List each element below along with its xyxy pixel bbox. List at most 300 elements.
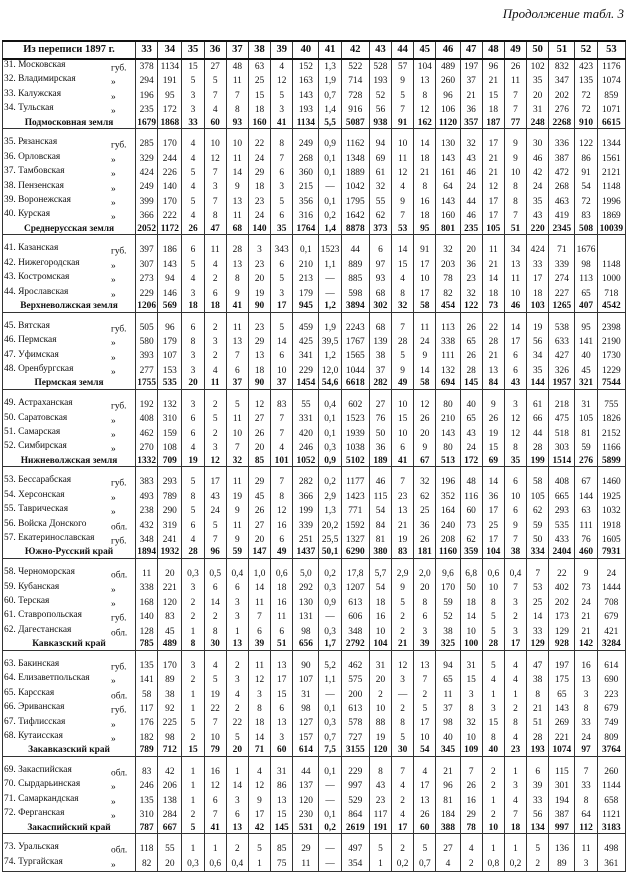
value-cell: 104: [414, 59, 436, 74]
province-name: [3, 103, 136, 117]
value-cell: 5: [369, 842, 391, 856]
value-cell: 17: [504, 335, 526, 349]
spacer-cell: [597, 467, 625, 476]
value-cell: 6618: [341, 378, 369, 389]
value-cell: 17: [248, 808, 270, 822]
value-cell: 8: [392, 717, 414, 731]
value-cell: 0,3: [319, 625, 341, 639]
value-cell: 1932: [158, 547, 182, 558]
value-cell: 229: [293, 364, 319, 378]
spacer-cell: [319, 312, 341, 321]
value-cell: 5: [392, 89, 414, 103]
province-type: губ.: [111, 141, 127, 152]
spacer-cell: [136, 559, 158, 568]
province-name: [3, 272, 136, 286]
value-cell: 144: [527, 378, 549, 389]
province-label: 46. Пермская: [4, 335, 57, 346]
value-cell: 163: [293, 74, 319, 88]
value-cell: [597, 243, 625, 257]
province-name: [3, 427, 136, 441]
value-cell: 202: [549, 596, 575, 610]
value-cell: 12: [248, 673, 270, 687]
value-cell: 11: [504, 74, 526, 88]
province-type: губ.: [111, 324, 127, 335]
province-type: »: [111, 430, 116, 441]
value-cell: 338: [436, 335, 460, 349]
value-cell: 0,1: [319, 195, 341, 209]
value-cell: 3764: [597, 745, 625, 756]
value-cell: 24: [597, 567, 625, 581]
value-cell: 187: [482, 118, 504, 129]
value-cell: 5: [392, 350, 414, 364]
value-cell: 4: [182, 209, 204, 223]
value-cell: 3: [575, 857, 597, 872]
value-cell: 5087: [341, 118, 369, 129]
value-cell: 0,4: [504, 567, 526, 581]
value-cell: 46: [504, 301, 526, 312]
spacer-cell: [182, 235, 204, 244]
value-cell: 5: [204, 413, 226, 427]
value-cell: 0,7: [319, 731, 341, 745]
value-cell: 111: [436, 350, 460, 364]
value-cell: 35: [527, 195, 549, 209]
value-cell: 575: [341, 673, 369, 687]
value-cell: 7: [226, 350, 248, 364]
value-cell: 1148: [597, 181, 625, 195]
value-cell: 170: [158, 137, 182, 151]
spacer-cell: [204, 129, 226, 138]
value-cell: 293: [158, 475, 182, 489]
value-cell: 310: [158, 413, 182, 427]
value-cell: 32: [226, 456, 248, 467]
spacer-cell: [436, 650, 460, 659]
value-cell: 6: [504, 364, 526, 378]
value-cell: 221: [549, 731, 575, 745]
value-cell: 2: [392, 610, 414, 624]
value-cell: 71: [549, 243, 575, 257]
value-cell: 15: [460, 673, 482, 687]
value-cell: 2: [182, 673, 204, 687]
value-cell: 8: [414, 89, 436, 103]
value-cell: 8878: [341, 224, 369, 235]
value-cell: 4: [271, 59, 293, 74]
region-total-row: [3, 301, 626, 312]
spacer-cell: [504, 559, 526, 568]
value-cell: 210: [436, 413, 460, 427]
value-cell: 1605: [597, 533, 625, 547]
column-header: 33: [136, 41, 158, 59]
value-cell: 0,1: [319, 702, 341, 716]
table-row: [3, 596, 626, 610]
spacer-cell: [158, 390, 182, 399]
table-row: [3, 59, 626, 74]
value-cell: 1052: [293, 456, 319, 467]
spacer-cell: [436, 129, 460, 138]
value-cell: 6: [392, 441, 414, 455]
spacer-cell: [482, 235, 504, 244]
value-cell: 18: [527, 287, 549, 301]
value-cell: 5: [204, 519, 226, 533]
value-cell: 197: [549, 659, 575, 673]
value-cell: 31: [369, 659, 391, 673]
value-cell: 68: [226, 224, 248, 235]
value-cell: 160: [436, 209, 460, 223]
value-cell: 749: [597, 717, 625, 731]
spacer-cell: [248, 129, 270, 138]
region-name: Верхневолжская земля: [3, 301, 136, 312]
value-cell: 0,9: [319, 137, 341, 151]
value-cell: 73: [482, 301, 504, 312]
value-cell: 10039: [597, 224, 625, 235]
spacer-cell: [527, 467, 549, 476]
spacer-cell: [3, 757, 136, 766]
value-cell: 29: [460, 808, 482, 822]
value-cell: 1642: [341, 209, 369, 223]
value-cell: 18: [482, 287, 504, 301]
value-cell: 27: [248, 519, 270, 533]
value-cell: 103: [527, 301, 549, 312]
value-cell: 29: [293, 842, 319, 856]
value-cell: 147: [248, 547, 270, 558]
value-cell: 1: [204, 842, 226, 856]
spacer-cell: [226, 312, 248, 321]
value-cell: 9: [504, 137, 526, 151]
value-cell: 1: [182, 688, 204, 702]
value-cell: 62: [414, 490, 436, 504]
spacer-cell: [392, 757, 414, 766]
value-cell: 210: [293, 258, 319, 272]
province-type: »: [111, 184, 116, 195]
value-cell: 57: [392, 59, 414, 74]
value-cell: 20: [158, 857, 182, 872]
spacer-row: [3, 390, 626, 399]
value-cell: 425: [293, 335, 319, 349]
spacer-cell: [248, 650, 270, 659]
spacer-cell: [436, 312, 460, 321]
spacer-cell: [575, 757, 597, 766]
value-cell: 13: [414, 794, 436, 808]
value-cell: 0,4: [226, 857, 248, 872]
value-cell: 459: [293, 321, 319, 335]
province-type: губ.: [111, 479, 127, 490]
province-type: »: [111, 367, 116, 378]
value-cell: 117: [369, 808, 391, 822]
value-cell: 8: [204, 625, 226, 639]
province-name: [3, 625, 136, 639]
value-cell: 39,5: [319, 335, 341, 349]
table-row: [3, 152, 626, 166]
value-cell: 50: [460, 582, 482, 596]
value-cell: 4: [182, 137, 204, 151]
spacer-cell: [575, 235, 597, 244]
value-cell: 39: [527, 779, 549, 793]
value-cell: 24: [204, 504, 226, 518]
table-row: [3, 258, 626, 272]
value-cell: 6: [182, 413, 204, 427]
spacer-cell: [597, 235, 625, 244]
value-cell: 2,9: [319, 490, 341, 504]
spacer-cell: [482, 467, 504, 476]
value-cell: 6: [271, 258, 293, 272]
value-cell: 1514: [549, 456, 575, 467]
value-cell: 181: [414, 547, 436, 558]
spacer-cell: [482, 559, 504, 568]
value-cell: 343: [271, 243, 293, 257]
value-cell: 8: [575, 794, 597, 808]
spacer-cell: [136, 390, 158, 399]
value-cell: 113: [575, 272, 597, 286]
spacer-cell: [549, 834, 575, 843]
column-header: 50: [527, 41, 549, 59]
value-cell: 326: [549, 364, 575, 378]
province-name: [3, 287, 136, 301]
value-cell: 200: [341, 688, 369, 702]
value-cell: 120: [369, 745, 391, 756]
spacer-cell: [248, 235, 270, 244]
value-cell: 5: [204, 673, 226, 687]
value-cell: 8: [504, 195, 526, 209]
value-cell: 498: [597, 842, 625, 856]
value-cell: 292: [293, 582, 319, 596]
value-cell: 338: [136, 582, 158, 596]
value-cell: 0,4: [319, 398, 341, 412]
value-cell: 3: [482, 702, 504, 716]
value-cell: 32: [369, 181, 391, 195]
value-cell: 463: [549, 195, 575, 209]
value-cell: 14: [482, 272, 504, 286]
value-cell: 3: [271, 287, 293, 301]
province-name: [3, 137, 136, 151]
value-cell: 12: [392, 659, 414, 673]
value-cell: 32: [414, 475, 436, 489]
value-cell: 10: [504, 287, 526, 301]
value-cell: 4: [436, 857, 460, 872]
value-cell: 33: [575, 779, 597, 793]
spacer-cell: [504, 467, 526, 476]
spacer-cell: [271, 467, 293, 476]
value-cell: 1996: [597, 195, 625, 209]
value-cell: 7: [504, 209, 526, 223]
spacer-cell: [158, 757, 182, 766]
value-cell: 144: [575, 490, 597, 504]
province-name: [3, 519, 136, 533]
province-label: 66. Эриванская: [4, 702, 65, 713]
value-cell: 197: [460, 59, 482, 74]
province-name: [3, 659, 136, 673]
value-cell: 96: [436, 779, 460, 793]
value-cell: 19: [226, 490, 248, 504]
value-cell: 11: [226, 74, 248, 88]
value-cell: 303: [549, 441, 575, 455]
value-cell: 0,2: [392, 857, 414, 872]
value-cell: 14: [392, 243, 414, 257]
value-cell: 143: [436, 195, 460, 209]
value-cell: 3: [226, 673, 248, 687]
value-cell: 6: [271, 533, 293, 547]
census-table: [2, 40, 626, 872]
province-name: [3, 779, 136, 793]
value-cell: 1: [482, 842, 504, 856]
value-cell: 602: [341, 398, 369, 412]
value-cell: 8: [182, 335, 204, 349]
value-cell: 196: [436, 475, 460, 489]
value-cell: 98: [575, 258, 597, 272]
spacer-cell: [436, 559, 460, 568]
value-cell: 2: [392, 625, 414, 639]
value-cell: 578: [341, 717, 369, 731]
value-cell: 12: [414, 103, 436, 117]
province-type: »: [111, 261, 116, 272]
province-type: »: [111, 585, 116, 596]
value-cell: 4: [182, 181, 204, 195]
value-cell: 246: [293, 441, 319, 455]
value-cell: 5: [527, 842, 549, 856]
region-total-row: [3, 745, 626, 756]
province-label: 59. Кубанская: [4, 581, 60, 592]
column-header: 35: [182, 41, 204, 59]
value-cell: 140: [158, 181, 182, 195]
value-cell: 4: [504, 659, 526, 673]
value-cell: 359: [460, 547, 482, 558]
value-cell: 26: [414, 533, 436, 547]
value-cell: 0,2: [504, 857, 526, 872]
value-cell: 230: [293, 808, 319, 822]
value-cell: 21: [482, 152, 504, 166]
value-cell: 8: [226, 272, 248, 286]
value-cell: 6: [271, 166, 293, 180]
spacer-cell: [136, 834, 158, 843]
province-name: [3, 181, 136, 195]
value-cell: 81: [436, 794, 460, 808]
value-cell: 66: [527, 413, 549, 427]
value-cell: 4: [204, 103, 226, 117]
region-name: Среднерусская земля: [3, 224, 136, 235]
value-cell: 11: [293, 857, 319, 872]
value-cell: 1160: [436, 547, 460, 558]
value-cell: 134: [527, 823, 549, 834]
value-cell: 331: [293, 413, 319, 427]
value-cell: 9: [248, 794, 270, 808]
value-cell: 606: [341, 610, 369, 624]
value-cell: 14: [226, 779, 248, 793]
province-type: »: [111, 213, 116, 224]
value-cell: 2: [204, 398, 226, 412]
value-cell: 10: [414, 731, 436, 745]
value-cell: 179: [293, 287, 319, 301]
value-cell: 7: [527, 567, 549, 581]
province-label: 37. Тамбовская: [4, 166, 65, 177]
value-cell: 8: [182, 639, 204, 650]
spacer-cell: [369, 235, 391, 244]
region-name: Кавказский край: [3, 639, 136, 650]
value-cell: 2: [369, 688, 391, 702]
value-cell: 3894: [341, 301, 369, 312]
province-label: 51. Самарская: [4, 426, 61, 437]
value-cell: 6615: [597, 118, 625, 129]
value-cell: 82: [436, 287, 460, 301]
value-cell: 7: [504, 582, 526, 596]
province-name: [3, 567, 136, 581]
value-cell: 11: [482, 243, 504, 257]
spacer-cell: [293, 467, 319, 476]
value-cell: 508: [575, 224, 597, 235]
value-cell: 17: [414, 287, 436, 301]
value-cell: 5,5: [319, 118, 341, 129]
value-cell: 667: [158, 823, 182, 834]
spacer-cell: [293, 312, 319, 321]
region-total-row: [3, 547, 626, 558]
spacer-cell: [3, 559, 136, 568]
value-cell: 427: [549, 350, 575, 364]
value-cell: 33: [527, 625, 549, 639]
spacer-cell: [136, 312, 158, 321]
value-cell: 248: [527, 118, 549, 129]
spacer-cell: [392, 235, 414, 244]
value-cell: 356: [293, 195, 319, 209]
value-cell: 1: [182, 794, 204, 808]
value-cell: 1348: [341, 152, 369, 166]
value-cell: 25: [527, 596, 549, 610]
value-cell: 7: [204, 717, 226, 731]
value-cell: 1134: [158, 59, 182, 74]
province-type: »: [111, 338, 116, 349]
value-cell: 21: [575, 625, 597, 639]
value-cell: 63: [248, 59, 270, 74]
value-cell: 11: [392, 152, 414, 166]
spacer-cell: [460, 129, 482, 138]
value-cell: 357: [460, 118, 482, 129]
value-cell: 1444: [597, 582, 625, 596]
province-label: 35. Рязанская: [4, 137, 58, 148]
spacer-cell: [293, 129, 319, 138]
spacer-cell: [341, 235, 369, 244]
value-cell: 37: [369, 364, 391, 378]
value-cell: 65: [575, 287, 597, 301]
spacer-cell: [158, 312, 182, 321]
value-cell: 2243: [341, 321, 369, 335]
value-cell: 6: [414, 610, 436, 624]
value-cell: 6: [182, 321, 204, 335]
value-cell: 17: [504, 639, 526, 650]
spacer-row: [3, 467, 626, 476]
column-header: 40: [293, 41, 319, 59]
value-cell: 206: [158, 779, 182, 793]
value-cell: 3: [248, 688, 270, 702]
value-cell: 30: [527, 137, 549, 151]
spacer-cell: [436, 390, 460, 399]
value-cell: 241: [158, 533, 182, 547]
value-cell: 4: [271, 441, 293, 455]
value-cell: 18: [248, 364, 270, 378]
value-cell: 109: [460, 745, 482, 756]
table-row: [3, 842, 626, 856]
value-cell: 10: [482, 582, 504, 596]
value-cell: 0,7: [414, 857, 436, 872]
region-name: Южно-Русский край: [3, 547, 136, 558]
value-cell: 0,9: [319, 596, 341, 610]
value-cell: 76: [369, 413, 391, 427]
spacer-cell: [204, 757, 226, 766]
spacer-cell: [341, 650, 369, 659]
value-cell: 21: [414, 166, 436, 180]
value-cell: 97: [575, 745, 597, 756]
value-cell: 6,8: [460, 567, 482, 581]
value-cell: 192: [136, 398, 158, 412]
province-label: 71. Самаркандская: [4, 793, 79, 804]
province-name: [3, 842, 136, 856]
table-row: [3, 582, 626, 596]
value-cell: 276: [549, 103, 575, 117]
